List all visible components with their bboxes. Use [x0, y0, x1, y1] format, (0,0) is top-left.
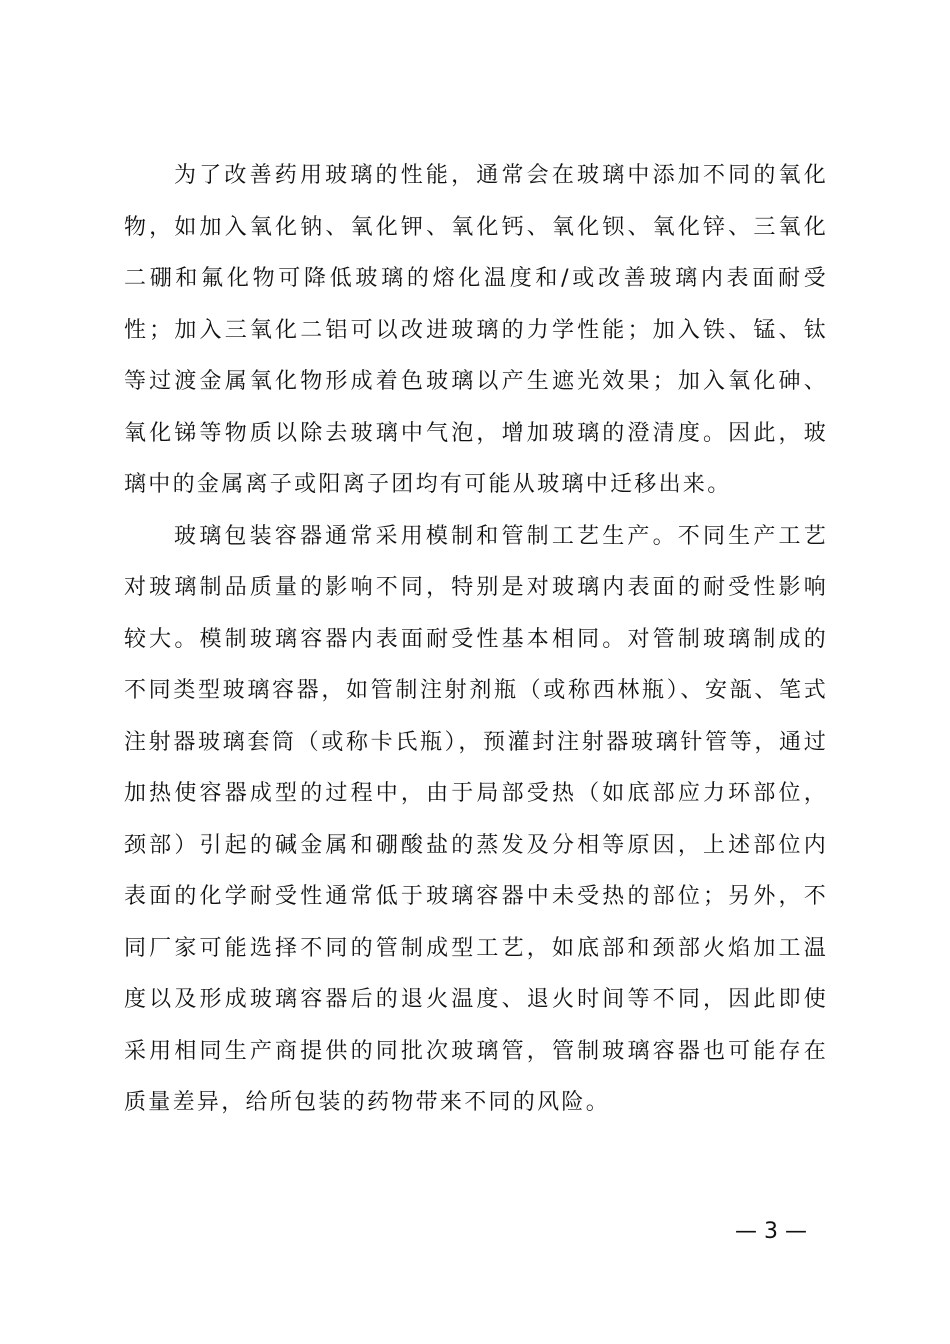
body-text [124, 150, 828, 1129]
paragraph-glass-manufacturing: 玻璃包装容器通常采用模制和管制工艺生产。不同生产工艺对玻璃制品质量的影响不同，特别是对玻璃内表面的耐受性影响较大。模制玻璃容器内表面耐受性基本相同。对管制玻璃制成的不同类型玻璃容器，如管制注射剂瓶（或称西林瓶）、安瓿、笔式注射器玻璃套筒（或称卡氏瓶），预灌封注射器玻璃针管等，通过加热使容器成型的过程中，由于局部受热（如底部应力环部位，颈部）引起的碱金属和硼酸盐的蒸发及分相等原因，上述部位内表面的化学耐受性通常低于玻璃容器中未受热的部位；另外，不同厂家可能选择不同的管制成型工艺，如底部和颈部火焰加工温度以及形成玻璃容器后的退火温度、退火时间等不同，因此即使采用相同生产商提供的同批次玻璃管，管制玻璃容器也可能存在质量差异，给所包装的药物带来不同的风险。 [124, 523, 828, 1115]
paragraph-glass-oxides: 为了改善药用玻璃的性能，通常会在玻璃中添加不同的氧化物，如加入氧化钠、氧化钾、氧化钙、氧化钡、氧化锌、三氧化二硼和氟化物可降低玻璃的熔化温度和/或改善玻璃内表面耐受性；加入三氧化二铝可以改进玻璃的力学性能；加入铁、锰、钛等过渡金属氧化物形成着色玻璃以产生遮光效果；加入氧化砷、氧化锑等物质以除去玻璃中气泡，增加玻璃的澄清度。因此，玻璃中的金属离子或阳离子团均有可能从玻璃中迁移出来。 [124, 163, 828, 497]
page-number: — 3 — [735, 1219, 807, 1244]
